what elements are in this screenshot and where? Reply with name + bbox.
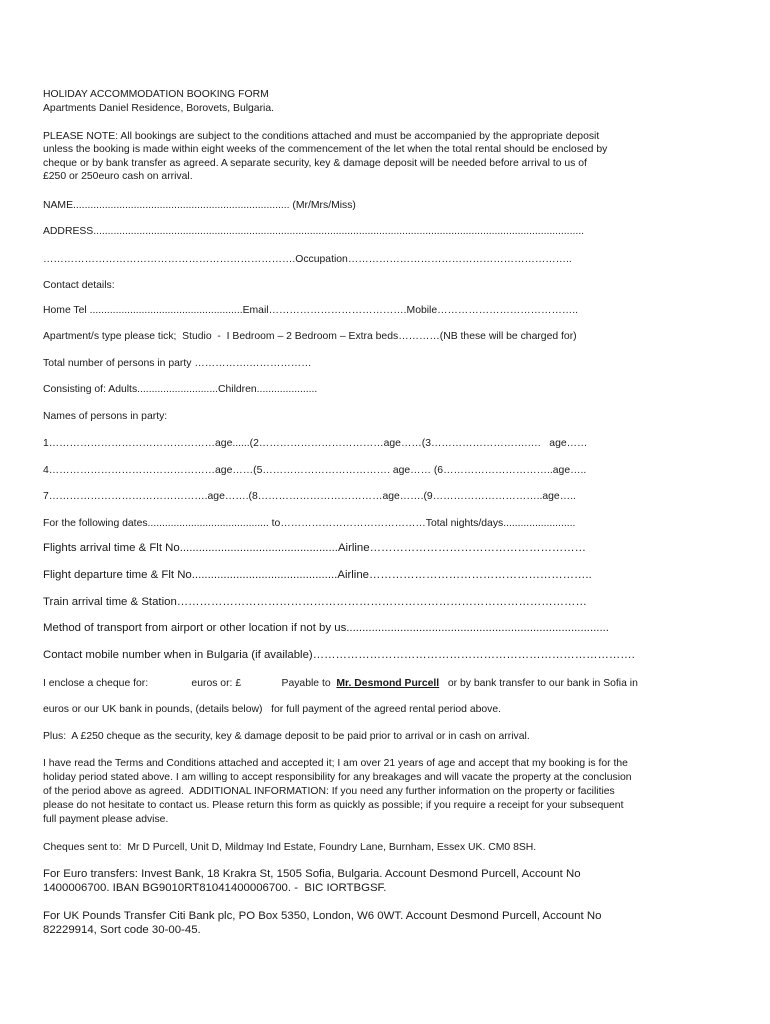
address-field[interactable]: ADDRESS.......................................................................................................................................................................... — [43, 226, 584, 237]
apartment-type-field[interactable]: Apartment/s type please tick; Studio - I Bedroom – 2 Bedroom – Extra beds…………(NB these will be charged for) — [43, 331, 577, 342]
transport-method-field[interactable]: Method of transport from airport or other location if not by us................................................................................... — [43, 622, 609, 634]
euro-bank-details: For Euro transfers: Invest Bank, 18 Krakra St, 1505 Sofia, Bulgaria. Account Desmond Purcell, Account No — [43, 868, 581, 880]
terms-line: holiday period stated above. I am willing to accept responsibility for any breakages and will vacate the property at the conclusion — [43, 772, 632, 783]
name-field[interactable]: NAME........................................................................... (Mr/Mrs/Miss) — [43, 200, 356, 211]
flights-arrival-field[interactable]: Flights arrival time & Flt No..................................................Airline………………………………………………… — [43, 542, 587, 554]
form-title: HOLIDAY ACCOMMODATION BOOKING FORM — [43, 89, 269, 100]
terms-line: full payment please advise. — [43, 814, 169, 825]
consisting-field[interactable]: Consisting of: Adults............................Children..................... — [43, 384, 318, 395]
flight-departure-field[interactable]: Flight departure time & Flt No..............................................Airline………………………………………………….. — [43, 569, 592, 581]
total-persons-field[interactable]: Total number of persons in party …………….……………… — [43, 358, 312, 369]
mobile-number-field[interactable]: Contact mobile number when in Bulgaria (if available)…………………………………………………………………………. — [43, 649, 635, 661]
occupation-field[interactable]: ……………………………………………………………….Occupation……………………………………………………….. — [43, 254, 572, 265]
uk-bank-details: 82229914, Sort code 30-00-45. — [43, 924, 201, 936]
enclose-prefix: I enclose a cheque for: euros or: £ Payable to — [43, 678, 337, 689]
contact-details-field[interactable]: Home Tel .....................................................Email………………………………….Mobile………………………………….. — [43, 305, 578, 316]
train-arrival-field[interactable]: Train arrival time & Station……………………………………………………………………………………………… — [43, 596, 587, 608]
deposit-line: Plus: A £250 cheque as the security, key & damage deposit to be paid prior to arrival or in cash on arrival. — [43, 731, 530, 742]
persons-row[interactable]: 7……………………………………….age…….(8………………………………age…….(9…………………………..age….. — [43, 491, 576, 502]
notice-line: cheque or by bank transfer as agreed. A separate security, key & damage deposit will be needed before arrival to us of — [43, 158, 587, 169]
payee-name: Mr. Desmond Purcell — [336, 678, 440, 689]
euro-bank-details: 1400006700. IBAN BG9010RT81041400006700. - BIC IORTBGSF. — [43, 882, 387, 894]
persons-row[interactable]: 1…………………………………………age......(2………………………………age……(3……………………….…. age…… — [43, 438, 588, 449]
contact-details-label: Contact details: — [43, 280, 115, 291]
dates-field[interactable]: For the following dates.......................................... to……………………………………Total nights/days......................... — [43, 518, 576, 529]
notice-line: £250 or 250euro cash on arrival. — [43, 171, 193, 182]
enclose-cheque-line — [43, 677, 638, 690]
euros-line: euros or our UK bank in pounds, (details below) for full payment of the agreed rental period above. — [43, 704, 502, 715]
cheques-address: Cheques sent to: Mr D Purcell, Unit D, Mildmay Ind Estate, Foundry Lane, Burnham, Essex UK. CM0 8SH. — [43, 842, 537, 853]
names-label: Names of persons in party: — [43, 411, 168, 422]
terms-line: I have read the Terms and Conditions attached and accepted it; I am over 21 years of age and accept that my booking is for the — [43, 758, 628, 769]
form-subtitle: Apartments Daniel Residence, Borovets, Bulgaria. — [43, 103, 275, 114]
uk-bank-details: For UK Pounds Transfer Citi Bank plc, PO Box 5350, London, W6 0WT. Account Desmond Purcell, Account No — [43, 910, 602, 922]
notice-line: unless the booking is made within eight weeks of the commencement of the let when the total rental should be enclosed by — [43, 144, 608, 155]
terms-line: of the period above as agreed. ADDITIONAL INFORMATION: If you need any further information on the property or facilities — [43, 786, 615, 797]
persons-row[interactable]: 4…………………………………………age……(5………………………………. age…… (6…………………………..age….. — [43, 465, 587, 476]
terms-line: please do not hesitate to contact us. Please return this form as quickly as possible; if you require a receipt for your subsequent — [43, 800, 624, 811]
notice-line: PLEASE NOTE: All bookings are subject to the conditions attached and must be accompanied by the appropriate deposit — [43, 131, 600, 142]
enclose-suffix: or by bank transfer to our bank in Sofia in — [439, 678, 638, 689]
